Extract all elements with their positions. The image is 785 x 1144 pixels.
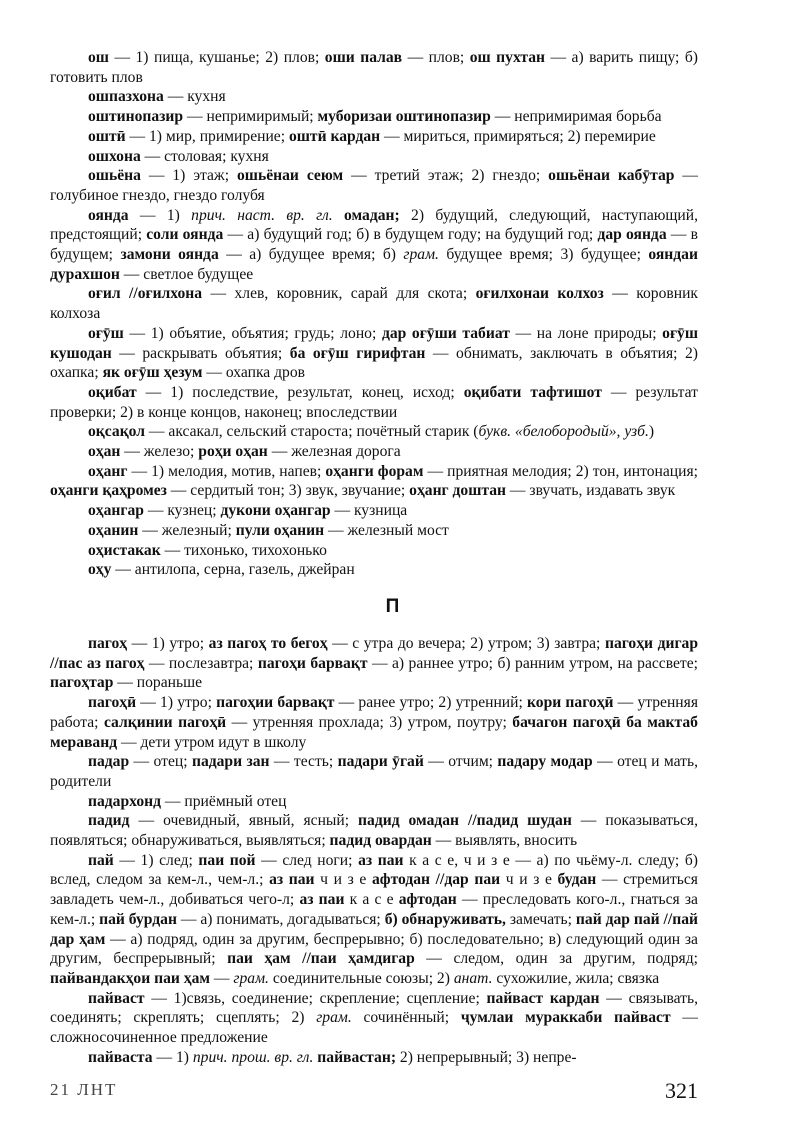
definition-text: — утренняя работа; (50, 694, 698, 731)
headword: падархонд (88, 792, 162, 810)
headword: афтодан //дар паи (371, 871, 501, 889)
grammar-label: грам. (316, 1009, 352, 1027)
page-number: 321 (665, 1078, 698, 1103)
definition-text: — столовая; кухня (140, 147, 269, 165)
headword: пайваст кардан (486, 989, 600, 1007)
headword: пай дар пай //пай дар ҳам (50, 910, 698, 948)
headword: пай бурдан (99, 910, 177, 928)
definition-text: 2) будущий, следующий, наступающий, предстоящий; (50, 206, 698, 244)
definition-text: — (210, 969, 234, 987)
headword: оқибат (88, 383, 137, 401)
definition-text: — охапка дров (202, 364, 306, 382)
dictionary-entry (50, 811, 698, 850)
definition-text: — послезавтра; (144, 654, 258, 672)
headword: оҳанин (88, 521, 139, 539)
headword: оҳистакак (88, 541, 161, 559)
definition-text: — а) подряд, один за другим, беспрерывно; б) последовательно; в) следующий один за другим, беспрерывный; (50, 930, 698, 968)
headword: оҳу (88, 561, 112, 579)
definition-text: — непримиримая борьба (490, 108, 662, 126)
headword: оҳанг доштан (409, 482, 507, 500)
definition-text: — 1) пища, кушанье; 2) плов; (108, 49, 325, 66)
headword: муборизаи оштинопазир (317, 108, 491, 126)
definition-text: — мириться, примиряться; 2) перемирие (380, 127, 656, 145)
headword: пагоҳи барвақт (257, 654, 368, 672)
dictionary-entry (50, 541, 698, 561)
definition-text: к а с е, ч и з е — а) по чьёму-л. следу; б) вслед, следом за кем-л., чем-л.; (50, 851, 698, 889)
headword: паи пой (198, 851, 256, 869)
definition-text: — коровник колхоза (50, 285, 699, 323)
definition-text: — а) раннее утро; б) ранним утром, на рассвете; (367, 654, 698, 672)
headword: падару модар (497, 753, 593, 771)
section-letter-heading: П (385, 596, 400, 617)
dictionary-entry (50, 324, 698, 383)
dictionary-entry (50, 147, 698, 167)
headword: ҷумлаи мураккаби пайваст (460, 1009, 671, 1027)
definition-text: — антилопа, серна, газель, джейран (111, 561, 355, 579)
definition-text: — светлое будущее (119, 265, 254, 283)
definition-text: ч и з е (500, 871, 558, 889)
definition-text: — третий этаж; 2) гнездо; (343, 167, 549, 185)
grammar-label: прич. наст. вр. гл. (191, 206, 333, 224)
headword: ошьёнаи сеюм (236, 167, 344, 185)
definition-text: — результат проверки; 2) в конце концов, наконец; впоследствии (50, 383, 698, 421)
headword: оҳанг (88, 462, 128, 480)
dictionary-entry (50, 752, 698, 791)
headword: ошьёна (88, 167, 141, 185)
definition-text: — показываться, появляться; обнаруживаться, выявляться; (50, 812, 699, 850)
headword: соли оянда (146, 226, 224, 244)
definition-text: — хлев, коровник, сарай для скота; (202, 285, 476, 303)
headword: як оғӯш ҳезум (102, 364, 203, 382)
definition-text: — 1) след; (113, 851, 199, 869)
definition-text: сухожилие, жила; связка (492, 969, 660, 987)
headword: пагоҳи дигар //пас аз пагоҳ (50, 635, 698, 672)
headword: оғӯш (88, 324, 124, 342)
dictionary-entry (50, 989, 698, 1048)
definition-text: — тесть; (269, 753, 338, 771)
definition-text: — 1) (128, 206, 192, 224)
definition-text: — а) варить пищу; б) готовить плов (50, 49, 698, 86)
headword: оштӣ кардан (288, 127, 381, 145)
definition-text: — железная дорога (267, 443, 401, 461)
printer-signature: 21 ЛНТ (50, 1080, 118, 1099)
headword: пагоҳ (88, 635, 128, 652)
definition-text: — сложносочиненное предложение (50, 1009, 698, 1047)
definition-text: — 1) утро; (136, 694, 217, 712)
dictionary-entry (50, 462, 698, 501)
definition-text: ч и з е (314, 871, 372, 889)
definition-text: — железный; (138, 521, 236, 539)
definition-text: — приятная мелодия; 2) тон, интонация; (423, 462, 698, 480)
dictionary-entry (50, 693, 698, 752)
dictionary-entry (50, 634, 698, 693)
dictionary-entry (50, 284, 698, 323)
dictionary-entry (50, 560, 698, 580)
definition-text: — следом, один за другим, подряд; (414, 950, 698, 968)
definition-text: — отец и мать, родители (50, 753, 699, 790)
definition-text: — а) понимать, догадываться; (176, 910, 385, 928)
dictionary-entry (50, 87, 698, 107)
dictionary-entry (50, 48, 698, 87)
headword: б) обнаруживать, (384, 910, 506, 928)
definition-text: — след ноги; (255, 851, 359, 869)
headword: дукони оҳангар (220, 502, 331, 520)
headword: аз паи (269, 871, 315, 889)
headword: ош пухтан (469, 49, 546, 66)
headword: пайваста (88, 1048, 153, 1066)
definition-text: — пораньше (113, 674, 203, 692)
dictionary-entry (50, 851, 698, 989)
headword: ошхона (88, 147, 141, 165)
headword: аз паи (358, 851, 404, 869)
headword: паи ҳам //паи ҳамдигар (227, 950, 415, 968)
definition-text: — раскрывать объятия; (111, 344, 290, 362)
definition-text: — а) будущее время; б) (218, 246, 404, 264)
headword: оши палав (324, 49, 403, 66)
definition-text: — приёмный отец (161, 792, 287, 810)
definition-text: — голубиное гнездо, гнездо голубя (50, 167, 698, 204)
headword: пагоҳӣ (88, 694, 137, 712)
grammar-label: грам. (403, 246, 439, 264)
definition-text: — в будущем; (50, 226, 698, 264)
definition-text: — 1) (152, 1048, 193, 1066)
headword: оянда (88, 206, 129, 224)
definition-text: — стремиться завладеть чем-л., добиваться чего-л; (50, 871, 698, 909)
definition-text: — на лоне природы; (509, 324, 663, 342)
grammar-label: прич. прош. вр. гл. (192, 1048, 314, 1066)
dictionary-entry (50, 422, 698, 442)
definition-text: — аксакал, сельский староста; почётный старик ( (145, 423, 479, 441)
headword: ба оғӯш гирифтан (289, 344, 426, 362)
definition-text: — очевидный, явный, ясный; (129, 812, 359, 830)
definition-text: замечать; (505, 910, 576, 928)
headword: пагоҳии барвақт (216, 694, 335, 712)
dictionary-entry (50, 792, 698, 812)
grammar-label: грам. (233, 969, 269, 987)
definition-text: — выявлять, вносить (431, 832, 578, 850)
definition-text: — с утра до вечера; 2) утром; 3) завтра; (327, 635, 605, 652)
headword: будан (557, 871, 597, 889)
definition-text: — кузнец; (143, 502, 221, 520)
definition-text: будущее время; 3) будущее; (438, 246, 649, 264)
headword: оҳангар (88, 502, 144, 520)
headword: бачагон пагоҳӣ ба мактаб мераванд (50, 713, 698, 751)
headword: падари зан (191, 753, 270, 771)
dictionary-entry (50, 501, 698, 521)
definition-text: — тихонько, тихохонько (160, 541, 327, 559)
definition-text: ) (648, 423, 655, 441)
definition-text: — непримиримый; (183, 108, 318, 126)
headword: аз пагоҳ то бегоҳ (208, 635, 328, 652)
headword: падари ӯгай (337, 753, 424, 771)
definition-text: — связывать, соединять; скреплять; сцеплять; 2) (50, 989, 698, 1027)
grammar-label: анат. (453, 969, 493, 987)
definition-text: — отчим; (423, 753, 498, 771)
definition-text: — дети утром идут в школу (117, 733, 307, 751)
definition-text: — а) будущий год; б) в будущем году; на будущий год; (223, 226, 598, 244)
headword: пай (88, 851, 114, 869)
dictionary-entry (50, 383, 698, 422)
headword: ош (88, 49, 109, 66)
dictionary-entry (50, 1048, 698, 1068)
headword: дар оянда (597, 226, 667, 244)
definition-text: — 1) этаж; (140, 167, 237, 185)
definition-text: — 1) объятие, объятия; грудь; лоно; (123, 324, 382, 342)
definition-text: — обнимать, заключать в объятия; 2) охапка; (50, 344, 699, 382)
headword: пули оҳанин (235, 521, 325, 539)
headword: падид (88, 812, 130, 830)
dictionary-entry (50, 442, 698, 462)
definition-text: — железо; (120, 443, 199, 461)
definition-text: к а с е (344, 891, 399, 909)
definition-text: сочинённый; (351, 1009, 461, 1027)
entries-after-section (50, 634, 698, 1067)
headword: дар оғӯши табиат (381, 324, 510, 342)
headword: оғилхонаи колхоз (475, 285, 604, 303)
headword: салқинии пагоҳӣ (103, 713, 227, 731)
entries-before-section (50, 48, 698, 580)
dictionary-entry (50, 206, 698, 285)
headword: пайваст (88, 989, 145, 1007)
definition-text: — ранее утро; 2) утренний; (334, 694, 528, 712)
headword: падид овардан (329, 832, 432, 850)
definition-text: — преследовать кого-л., гнаться за кем-л.; (50, 891, 698, 928)
definition-text: — отец; (129, 753, 192, 771)
headword: пагоҳтар (50, 674, 114, 692)
headword: ояндаи дурахшон (50, 246, 698, 283)
headword: оҳанги форам (325, 462, 424, 480)
headword: ошпазхона (88, 88, 164, 106)
headword: оштӣ (88, 127, 126, 145)
definition-text: — 1)связь, соединение; скрепление; сцепление; (144, 989, 487, 1007)
headword: роҳи оҳан (198, 443, 268, 461)
definition-text: соединительные союзы; 2) (268, 969, 454, 987)
definition-text: — железный мост (324, 521, 449, 539)
definition-text: — утренняя прохлада; 3) утром, поутру; (226, 713, 513, 731)
definition-text: — кухня (163, 88, 226, 106)
headword: омадан; (344, 206, 400, 224)
headword: ошьёнаи кабӯтар (548, 167, 675, 185)
definition-text: — 1) утро; (127, 635, 209, 652)
definition-text: — кузница (330, 502, 408, 520)
headword: замони оянда (120, 246, 219, 264)
headword: пайвандакҳои паи ҳам (50, 969, 210, 987)
grammar-label: букв. «белобородый», узб. (478, 423, 649, 441)
definition-text: — сердитый тон; 3) звук, звучание; (166, 482, 410, 500)
headword: оғил //оғилхона (88, 285, 203, 303)
headword: оқсақол (88, 423, 146, 441)
headword: аз паи (299, 891, 345, 909)
headword: оҳанги қаҳромез (50, 482, 167, 500)
headword: оҳан (88, 443, 121, 461)
definition-text: — 1) мир, примирение; (125, 127, 289, 145)
definition-text: — 1) мелодия, мотив, напев; (127, 462, 326, 480)
headword: кори пагоҳӣ (527, 694, 614, 712)
headword: падар (88, 753, 130, 771)
definition-text: — плов; (402, 49, 470, 66)
definition-text: — 1) последствие, результат, конец, исход; (136, 383, 464, 401)
headword: оғӯш кушодан (50, 324, 699, 362)
definition-text (333, 207, 344, 224)
dictionary-entry (50, 107, 698, 127)
definition-text: — звучать, издавать звук (506, 482, 676, 500)
headword: оштинопазир (88, 108, 184, 126)
headword: пайвастан; (317, 1048, 397, 1066)
definition-text: 2) непрерывный; 3) непре- (396, 1048, 577, 1066)
headword: афтодан (398, 891, 457, 909)
headword: падид омадан //падид шудан (358, 812, 572, 830)
dictionary-entry (50, 166, 698, 205)
dictionary-entry (50, 127, 698, 147)
dictionary-entry (50, 521, 698, 541)
headword: оқибати тафтишот (463, 383, 602, 401)
